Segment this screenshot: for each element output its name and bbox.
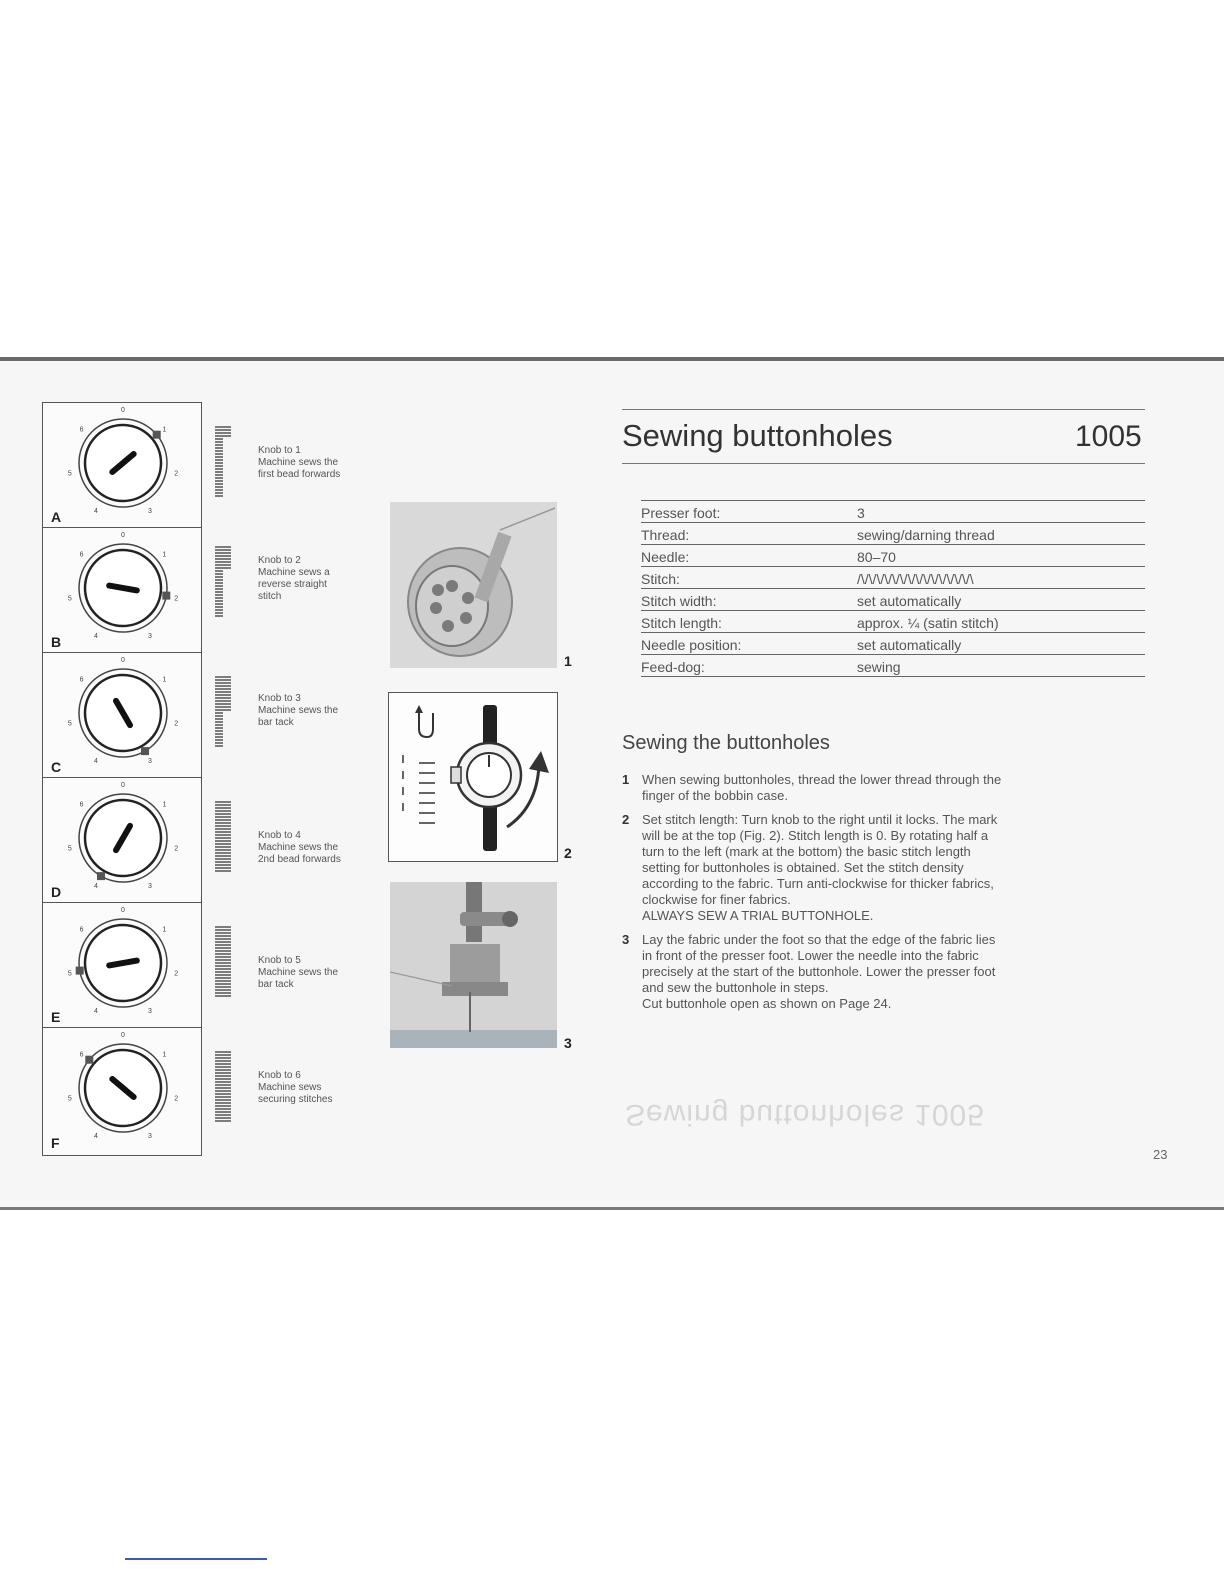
dial-number: 5 — [67, 595, 72, 603]
dial-number: 1 — [162, 551, 167, 559]
dial-number: 5 — [67, 845, 72, 853]
dial-letter: C — [51, 759, 62, 775]
dial-number: 5 — [67, 1095, 72, 1103]
dial-number: 3 — [148, 882, 152, 890]
setting-value: 3 — [857, 501, 1145, 523]
stitch-length-knob-figure — [388, 692, 558, 862]
dial-number: 1 — [162, 676, 167, 684]
page-top-edge — [0, 357, 1224, 361]
knob-step-2 — [212, 545, 382, 645]
dial-number: 6 — [79, 1051, 84, 1059]
settings-row — [641, 633, 1145, 655]
setting-value: /\/\/\/\/\/\/\/\/\/\/\/\/\/\/\ — [857, 567, 1145, 589]
dial-number: 3 — [148, 757, 152, 765]
page-bottom-edge — [0, 1207, 1224, 1210]
dial-number: 0 — [121, 532, 125, 539]
setting-label: Stitch length: — [641, 611, 857, 633]
dial-marker — [76, 967, 84, 975]
step-text-line: according to the fabric. Turn anti-clockwise for thicker fabrics, — [642, 876, 994, 891]
model-number: 1005 — [1075, 420, 1142, 453]
step-number: 2 — [622, 812, 630, 827]
knob-caption: Knob to 6 Machine sews securing stitches — [258, 1070, 333, 1105]
dial-number: 1 — [162, 1051, 167, 1059]
dial-number: 4 — [94, 1132, 98, 1140]
setting-label: Stitch width: — [641, 589, 857, 611]
dial-marker — [85, 1056, 93, 1064]
setting-label: Presser foot: — [641, 501, 857, 523]
figure-3-number: 3 — [564, 1035, 572, 1051]
dial-number: 0 — [121, 407, 125, 414]
dial-number: 2 — [174, 595, 179, 603]
setting-value: set automatically — [857, 633, 1145, 655]
step-text-line: precisely at the start of the buttonhole. Lower the presser foot — [642, 964, 996, 979]
step-text-line: ALWAYS SEW A TRIAL BUTTONHOLE. — [642, 908, 874, 923]
presser-foot-photo — [390, 882, 557, 1048]
dial-letter: F — [51, 1135, 60, 1151]
setting-value: sewing/darning thread — [857, 523, 1145, 545]
settings-row — [641, 545, 1145, 567]
dial-letter: A — [51, 509, 62, 525]
step-text-line: turn to the left (mark at the bottom) the basic stitch length — [642, 844, 971, 859]
page-title: Sewing buttonholes — [622, 418, 893, 453]
title-rule-top — [622, 409, 1145, 410]
dial-b — [43, 528, 201, 653]
instruction-step — [622, 772, 1144, 804]
dial-number: 3 — [148, 632, 152, 640]
instruction-step — [622, 812, 1144, 924]
dial-marker — [162, 592, 170, 600]
stitch-diagram — [212, 425, 232, 504]
stitch-diagram — [212, 675, 232, 754]
settings-row — [641, 567, 1145, 589]
dial-number: 6 — [79, 926, 84, 934]
dial-marker — [141, 747, 149, 755]
dial-number: 2 — [174, 970, 179, 978]
knob-caption: Knob to 3 Machine sews the bar tack — [258, 693, 339, 728]
dial-number: 4 — [94, 1007, 98, 1015]
dial-e — [43, 903, 201, 1028]
settings-table — [641, 500, 1145, 677]
dial-number: 4 — [94, 507, 98, 515]
setting-value: 80–70 — [857, 545, 1145, 567]
setting-label: Stitch: — [641, 567, 857, 589]
dial-number: 1 — [162, 801, 167, 809]
stitch-diagram — [212, 1050, 232, 1129]
dial-number: 1 — [162, 926, 167, 934]
knob-step-5 — [212, 925, 382, 1025]
section-heading: Sewing the buttonholes — [622, 732, 830, 754]
dial-number: 4 — [94, 632, 98, 640]
dial-f — [43, 1028, 201, 1153]
step-text-line: will be at the top (Fig. 2). Stitch length is 0. By rotating half a — [642, 828, 989, 843]
link-underline[interactable] — [125, 1558, 267, 1560]
dial-number: 0 — [121, 657, 125, 664]
dial-number: 5 — [67, 970, 72, 978]
dial-number: 0 — [121, 782, 125, 789]
step-text-line: clockwise for finer fabrics. — [642, 892, 791, 907]
step-number: 1 — [622, 772, 630, 787]
step-text-line: When sewing buttonholes, thread the lower thread through the — [642, 772, 1002, 787]
step-text-line: and sew the buttonhole in steps. — [642, 980, 829, 995]
dial-number: 3 — [148, 507, 152, 515]
dial-column — [42, 402, 202, 1156]
dial-letter: E — [51, 1009, 61, 1025]
dial-number: 2 — [174, 1095, 179, 1103]
settings-row — [641, 611, 1145, 633]
settings-row — [641, 501, 1145, 523]
setting-label: Thread: — [641, 523, 857, 545]
figure-1-number: 1 — [564, 653, 572, 669]
setting-label: Needle: — [641, 545, 857, 567]
dial-number: 5 — [67, 720, 72, 728]
figure-2-number: 2 — [564, 845, 572, 861]
dial-c — [43, 653, 201, 778]
show-through-text: Sewing buttonholes 1005 — [625, 1098, 985, 1131]
knob-step-1 — [212, 425, 382, 525]
step-text-line: in front of the presser foot. Lower the needle into the fabric — [642, 948, 979, 963]
knob-step-3 — [212, 675, 382, 775]
dial-letter: B — [51, 634, 62, 650]
settings-row — [641, 655, 1145, 677]
instruction-step — [622, 932, 1144, 1012]
dial-number: 6 — [79, 426, 84, 434]
dial-marker — [97, 872, 105, 880]
dial-number: 2 — [174, 470, 179, 478]
setting-value: sewing — [857, 655, 1145, 677]
step-text-line: finger of the bobbin case. — [642, 788, 788, 803]
dial-letter: D — [51, 884, 62, 900]
step-text-line: setting for buttonholes is obtained. Set the stitch density — [642, 860, 964, 875]
knob-caption: Knob to 4 Machine sews the 2nd bead forwards — [258, 830, 341, 865]
step-text-line: Lay the fabric under the foot so that the edge of the fabric lies — [642, 932, 996, 947]
settings-row — [641, 523, 1145, 545]
setting-value: set automatically — [857, 589, 1145, 611]
knob-caption: Knob to 1 Machine sews the first bead forwards — [258, 445, 341, 480]
stitch-diagram — [212, 545, 232, 624]
dial-number: 4 — [94, 757, 98, 765]
step-text-line: Cut buttonhole open as shown on Page 24. — [642, 996, 892, 1011]
instruction-list — [622, 772, 1144, 1020]
knob-step-4 — [212, 800, 382, 900]
setting-label: Needle position: — [641, 633, 857, 655]
setting-value: approx. ¼ (satin stitch) — [857, 611, 1145, 633]
knob-step-6 — [212, 1050, 382, 1150]
dial-marker — [153, 431, 161, 439]
dial-d — [43, 778, 201, 903]
dial-number: 6 — [79, 551, 84, 559]
dial-number: 5 — [67, 470, 72, 478]
settings-row — [641, 589, 1145, 611]
dial-number: 2 — [174, 720, 179, 728]
dial-a — [43, 403, 201, 528]
stitch-diagram — [212, 925, 232, 1004]
page-number: 23 — [1153, 1147, 1168, 1162]
dial-number: 1 — [162, 426, 167, 434]
dial-number: 3 — [148, 1132, 152, 1140]
knob-caption: Knob to 2 Machine sews a reverse straight stitch — [258, 555, 330, 602]
dial-number: 3 — [148, 1007, 152, 1015]
dial-number: 6 — [79, 801, 84, 809]
dial-number: 6 — [79, 676, 84, 684]
dial-number: 4 — [94, 882, 98, 890]
step-number: 3 — [622, 932, 630, 947]
title-rule-bottom — [622, 463, 1145, 464]
setting-label: Feed-dog: — [641, 655, 857, 677]
dial-number: 0 — [121, 907, 125, 914]
bobbin-case-photo — [390, 502, 557, 668]
dial-number: 0 — [121, 1032, 125, 1039]
knob-caption: Knob to 5 Machine sews the bar tack — [258, 955, 339, 990]
stitch-diagram — [212, 800, 232, 879]
dial-number: 2 — [174, 845, 179, 853]
step-text-line: Set stitch length: Turn knob to the right until it locks. The mark — [642, 812, 998, 827]
